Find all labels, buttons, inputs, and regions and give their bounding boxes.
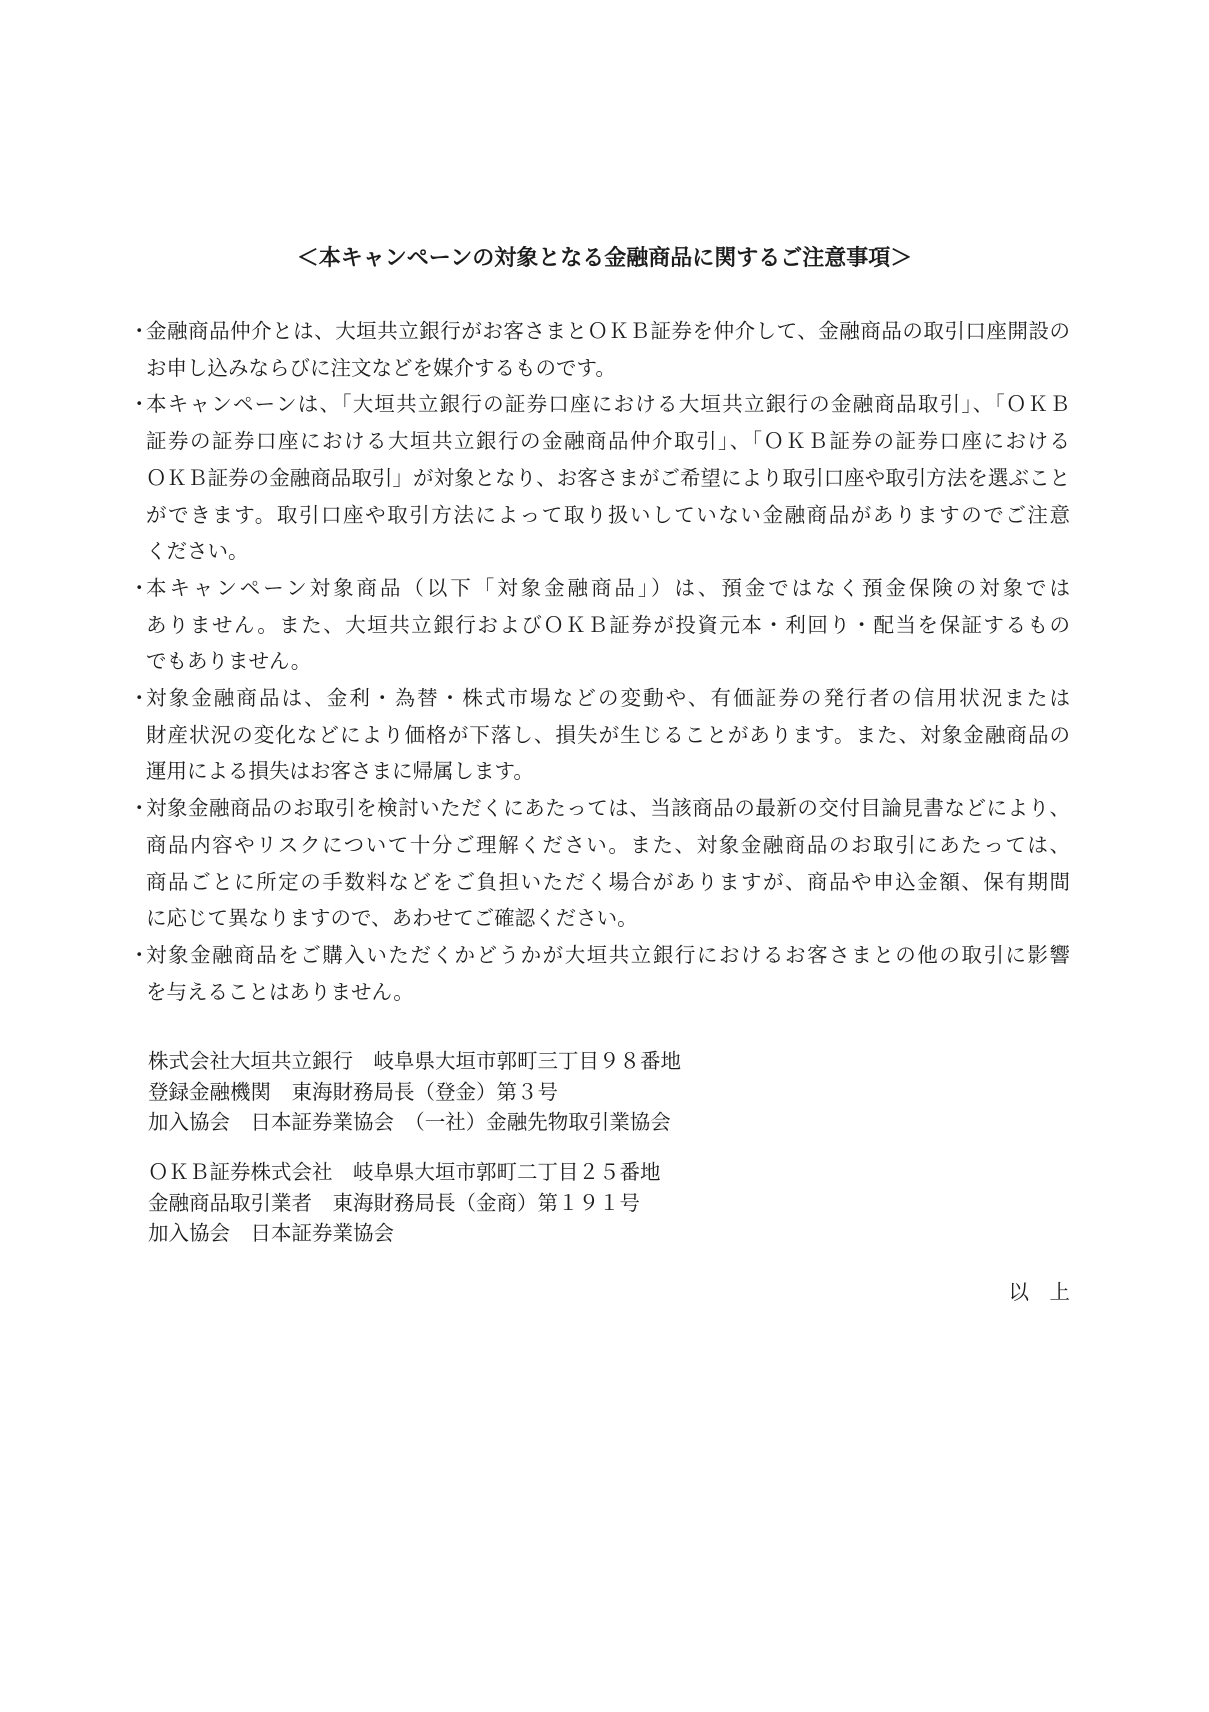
note-line: お申し込みならびに注文などを媒介するものです。 <box>146 357 616 380</box>
note-item <box>129 571 1070 681</box>
note-line: 対象金融商品のお取引を検討いただくにあたっては、当該商品の最新の交付目論見書などにより、 <box>146 798 1070 821</box>
bullet-marker: ・ <box>129 688 150 711</box>
note-line: 商品内容やリスクについて十分ご理解ください。また、対象金融商品のお取引にあたっては、 <box>146 834 1070 857</box>
page-title: ＜本キャンペーンの対象となる金融商品に関するご注意事項＞ <box>296 245 913 270</box>
securities-info-block <box>148 1158 661 1250</box>
bullet-marker: ・ <box>129 577 150 600</box>
bullet-marker: ・ <box>129 321 150 343</box>
note-line: ありません。また、大垣共立銀行およびＯＫＢ証券が投資元本・利回り・配当を保証するもの <box>146 614 1070 637</box>
note-item <box>129 938 1070 1011</box>
note-line: ください。 <box>146 541 249 564</box>
company-info-line: 登録金融機関 東海財務局長（登金）第３号 <box>148 1081 558 1104</box>
note-line: に応じて異なりますので、あわせてご確認ください。 <box>146 908 638 931</box>
note-line: 本キャンペーン対象商品（以下「対象金融商品」）は、預金ではなく預金保険の対象では <box>146 577 1070 600</box>
notes-list <box>129 314 1070 1011</box>
note-item <box>129 387 1070 571</box>
bullet-marker: ・ <box>129 944 150 967</box>
bank-info-block <box>148 1047 681 1139</box>
company-info-line: 加入協会 日本証券業協会 <box>148 1223 394 1245</box>
note-line: でもありません。 <box>146 651 312 674</box>
company-info-line: ＯＫＢ証券株式会社 岐阜県大垣市郭町二丁目２５番地 <box>148 1162 661 1184</box>
note-item <box>129 681 1070 791</box>
bullet-marker: ・ <box>129 798 150 821</box>
note-item <box>129 791 1070 938</box>
note-line: ＯＫＢ証券の金融商品取引」が対象となり、お客さまがご希望により取引口座や取引方法を選ぶこと <box>146 467 1070 490</box>
company-info-line: 加入協会 日本証券業協会 （一社）金融先物取引業協会 <box>148 1112 671 1134</box>
closing-mark: 以 上 <box>1008 1282 1070 1304</box>
company-info-line: 株式会社大垣共立銀行 岐阜県大垣市郭町三丁目９８番地 <box>148 1051 681 1073</box>
note-line: 対象金融商品をご購入いただくかどうかが大垣共立銀行におけるお客さまとの他の取引に影響 <box>146 944 1070 967</box>
note-line: 本キャンペーンは、「大垣共立銀行の証券口座における大垣共立銀行の金融商品取引」、「ＯＫＢ <box>146 394 1070 417</box>
note-item <box>129 314 1070 387</box>
note-line: 証券の証券口座における大垣共立銀行の金融商品仲介取引」、「ＯＫＢ証券の証券口座における <box>146 431 1070 454</box>
note-line: 商品ごとに所定の手数料などをご負担いただく場合がありますが、商品や申込金額、保有期間 <box>146 871 1070 894</box>
note-line: を与えることはありません。 <box>146 981 414 1004</box>
note-line: 運用による損失はお客さまに帰属します。 <box>146 761 534 784</box>
bullet-marker: ・ <box>129 394 150 417</box>
company-info-line: 金融商品取引業者 東海財務局長（金商）第１９１号 <box>148 1192 640 1215</box>
note-line: 金融商品仲介とは、大垣共立銀行がお客さまとＯＫＢ証券を仲介して、金融商品の取引口座開設の <box>146 321 1070 343</box>
note-line: 対象金融商品は、金利・為替・株式市場などの変動や、有価証券の発行者の信用状況または <box>146 688 1070 711</box>
note-line: ができます。取引口座や取引方法によって取り扱いしていない金融商品がありますのでご注意 <box>146 504 1070 527</box>
note-line: 財産状況の変化などにより価格が下落し、損失が生じることがあります。また、対象金融商品の <box>146 724 1070 747</box>
